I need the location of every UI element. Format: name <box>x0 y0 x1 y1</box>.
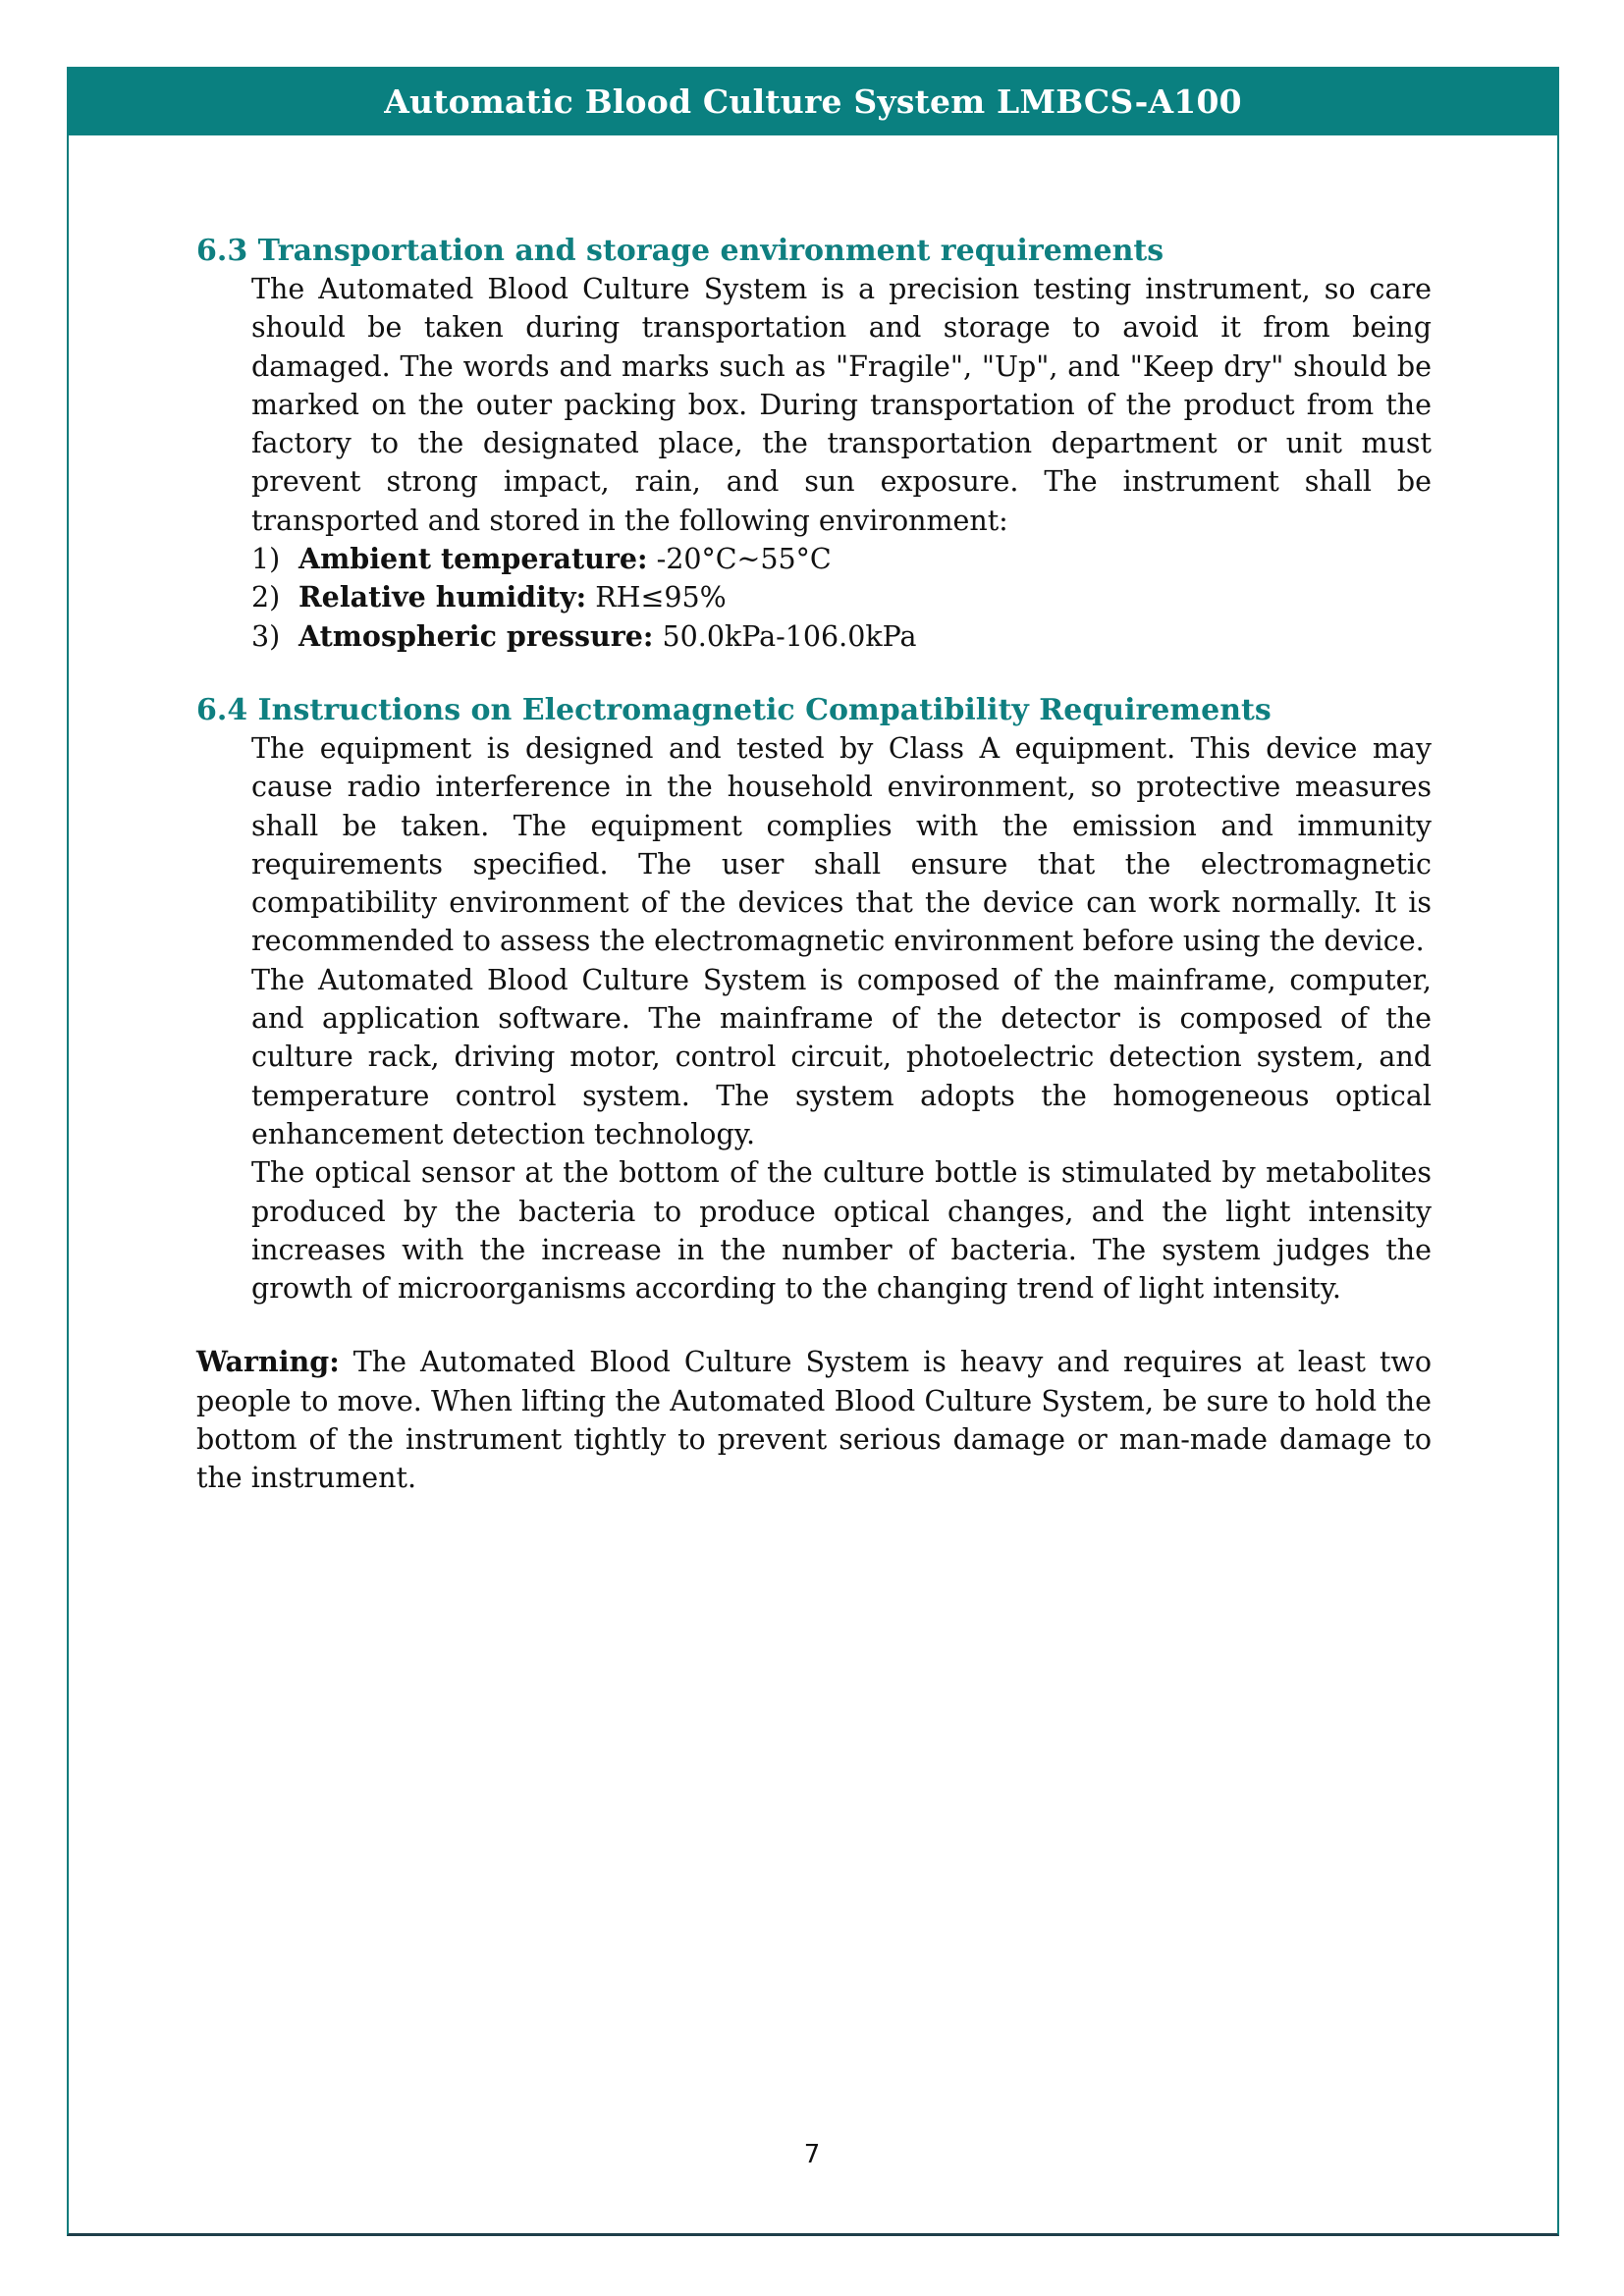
header-title: Automatic Blood Culture System LMBCS-A100 <box>384 81 1242 121</box>
list-item-label: Atmospheric pressure: <box>298 618 654 653</box>
sensor-paragraph: The optical sensor at the bottom of the culture bottle is stimulated by metabolites produced by the bacteria to produce optical changes, and the light intensity increases with the increase in the number of bacteria. The system judges the growth of microorganisms according to the changing trend of light intensity. <box>251 1156 1432 1306</box>
list-item-value: -20°C~55°C <box>647 543 832 576</box>
page-number: 7 <box>803 2140 821 2169</box>
section-spacer <box>196 1308 1432 1343</box>
list-item <box>251 617 1432 656</box>
section-body-6-4 <box>251 729 1432 1308</box>
list-item-number: 3) <box>251 619 281 653</box>
list-item-label: Relative humidity: <box>298 580 587 614</box>
section-heading-6-3: 6.3 Transportation and storage environment requirements <box>196 234 1164 268</box>
page-content <box>196 232 1432 1498</box>
list-item-number: 1) <box>251 543 281 576</box>
composition-paragraph: The Automated Blood Culture System is composed of the mainframe, computer, and application software. The mainframe of the detector is composed of the culture rack, driving motor, control circuit, photoelectric detection system, and temperature control system. The system adopts the homogeneous optical enhancement detection technology. <box>251 963 1432 1150</box>
warning-label: Warning: <box>196 1345 340 1379</box>
list-item <box>251 578 1432 616</box>
emc-paragraph: The equipment is designed and tested by Class A equipment. This device may cause radio interference in the household environment, so protective measures shall be taken. The equipment complies with the emission and immunity requirements specified. The user shall ensure that the electromagnetic compatibility environment of the devices that the device can work normally. It is recommended to assess the electromagnetic environment before using the device. <box>251 731 1432 958</box>
list-item-number: 2) <box>251 581 281 614</box>
warning-text: The Automated Blood Culture System is heavy and requires at least two people to move. When lifting the Automated Blood Culture System, be sure to hold the bottom of the instrument tightly to prevent serious damage or man-made damage to the instrument. <box>196 1346 1432 1495</box>
list-item-value: 50.0kPa-106.0kPa <box>653 619 917 653</box>
section-spacer <box>196 656 1432 691</box>
warning-note <box>196 1343 1432 1497</box>
section-body-6-3 <box>251 270 1432 656</box>
section-heading-6-4: 6.4 Instructions on Electromagnetic Compatibility Requirements <box>196 692 1272 727</box>
list-item-value: RH≤95% <box>586 581 727 614</box>
page-header <box>67 67 1559 135</box>
list-item <box>251 540 1432 578</box>
transport-paragraph: The Automated Blood Culture System is a precision testing instrument, so care should be taken during transportation and storage to avoid it from being damaged. The words and marks such as "Fragile", "Up", and "Keep dry" should be marked on the outer packing box. During transportation of the product from the factory to the designated place, the transportation department or unit must prevent strong impact, rain, and sun exposure. The instrument shall be transported and stored in the following environment: <box>251 273 1432 537</box>
environment-list <box>251 540 1432 656</box>
list-item-label: Ambient temperature: <box>298 542 648 576</box>
